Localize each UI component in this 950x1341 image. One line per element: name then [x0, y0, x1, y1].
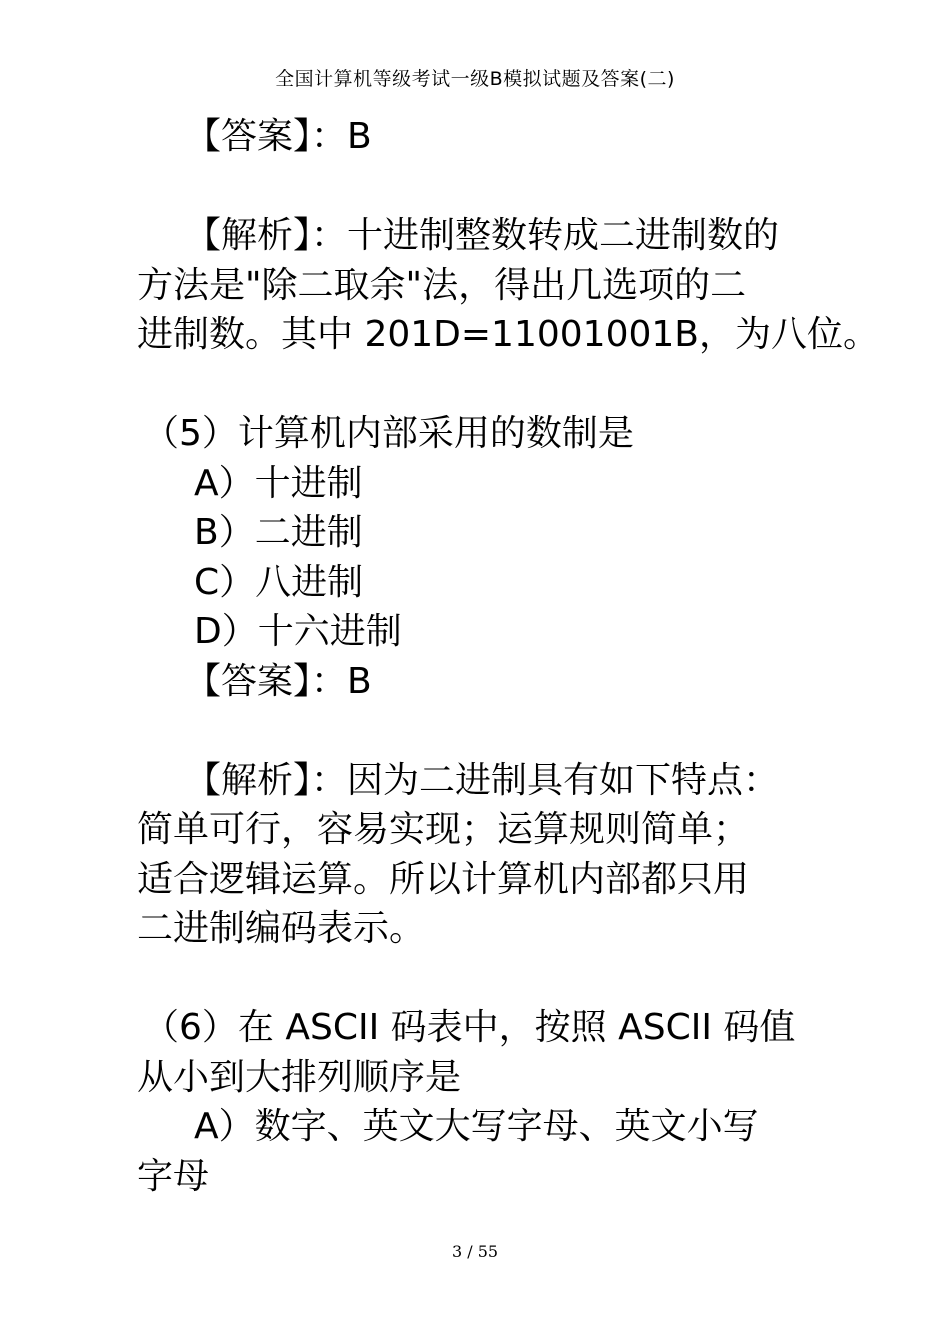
answer-1: 【答案】：B	[185, 116, 372, 157]
page-number	[0, 1242, 950, 1261]
document-body	[137, 112, 879, 1201]
question-6-stem-line-2: 从小到大排列顺序是	[137, 1056, 462, 1098]
analysis-1-line-2: 方法是"除二取余"法，得出几选项的二	[137, 264, 747, 306]
analysis-1-line-3: 进制数。其中 201D=11001001B，为八位。	[137, 314, 879, 355]
question-5-option-b: B）二进制	[194, 512, 363, 553]
question-5-analysis-line-3: 适合逻辑运算。所以计算机内部都只用	[137, 858, 750, 900]
question-5-option-c: C）八进制	[194, 561, 364, 603]
question-6-option-a-line-1: A）数字、英文大写字母、英文小写	[194, 1106, 759, 1147]
question-5-analysis-line-2: 简单可行，容易实现；运算规则简单；	[137, 809, 750, 850]
document-header: 全国计算机等级考试一级B模拟试题及答案(二)	[275, 68, 675, 90]
question-5-stem: （5）计算机内部采用的数制是	[143, 413, 634, 454]
question-6-stem-line-1: （6）在 ASCII 码表中，按照 ASCII 码值	[143, 1007, 796, 1048]
question-5-answer: 【答案】：B	[185, 660, 372, 702]
question-5-option-d: D）十六进制	[194, 611, 402, 652]
question-5-analysis-line-4: 二进制编码表示。	[137, 908, 426, 949]
page-separator: /	[462, 1242, 478, 1261]
page-total: 55	[477, 1242, 499, 1261]
analysis-1-line-1: 【解析】：十进制整数转成二进制数的	[185, 215, 780, 256]
page-current: 3	[451, 1242, 463, 1261]
question-5-option-a: A）十进制	[194, 462, 363, 504]
question-5-analysis-line-1: 【解析】：因为二进制具有如下特点：	[185, 759, 780, 801]
question-6-option-a-line-2: 字母	[137, 1155, 210, 1197]
